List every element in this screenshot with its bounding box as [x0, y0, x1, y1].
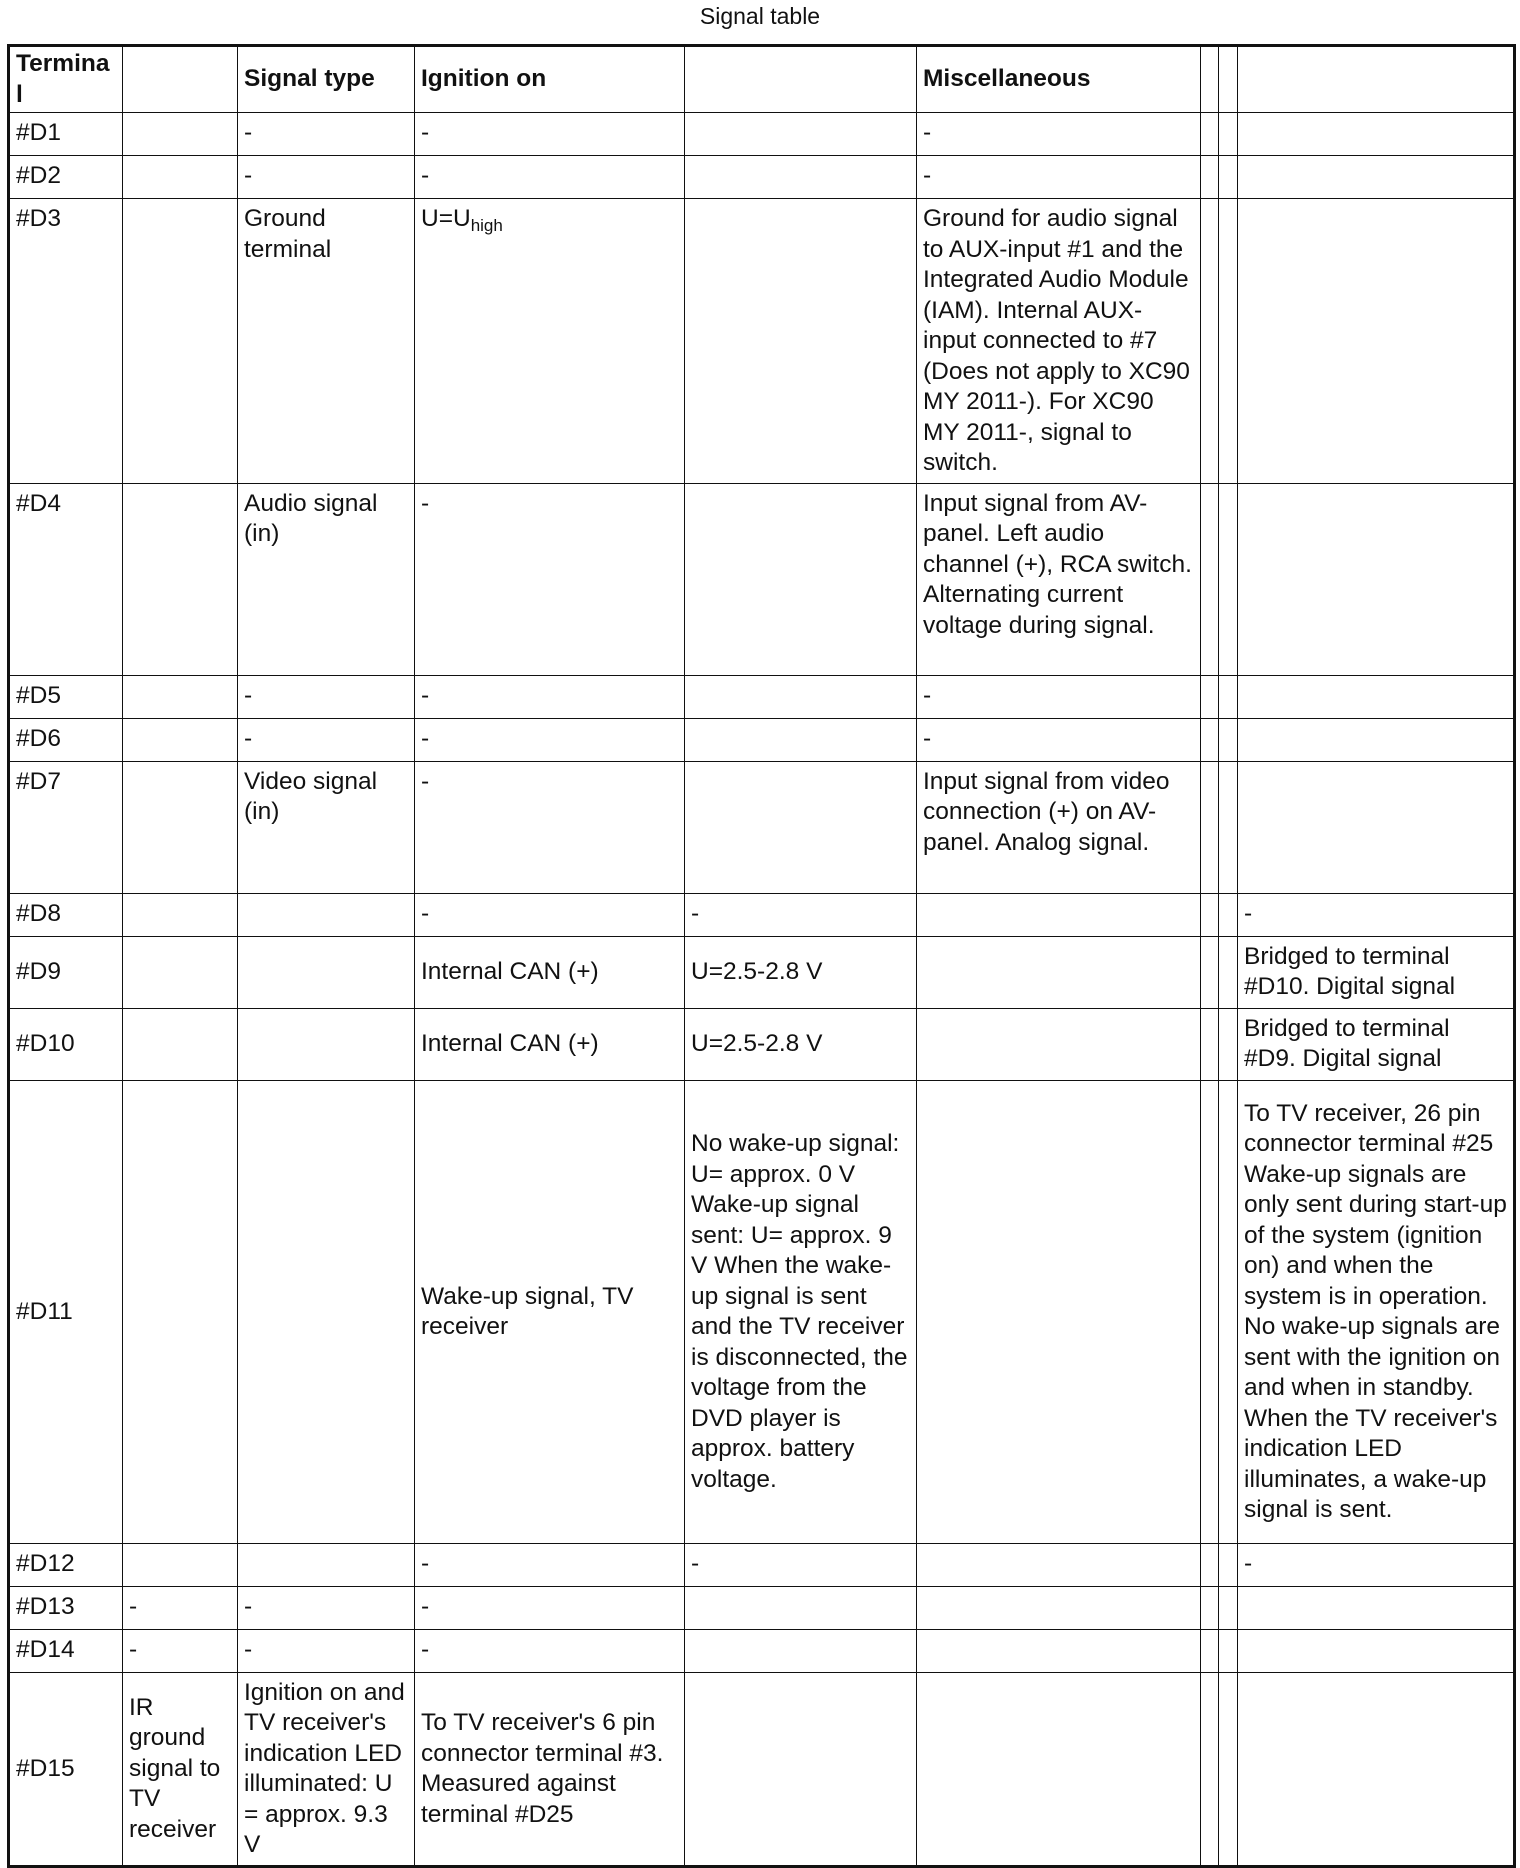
header-miscellaneous: Miscellaneous — [917, 46, 1201, 113]
table-header-row — [9, 46, 1515, 113]
page-title: Signal table — [699, 3, 821, 29]
voltage-subscript: high — [470, 216, 503, 235]
cell-signal-type — [238, 1008, 415, 1080]
cell-ignition-on: - — [415, 483, 685, 675]
cell-ignition-on: To TV receiver's 6 pin connector terminal #3. Measured against terminal #D25 — [415, 1672, 685, 1866]
header-col-8 — [1219, 46, 1238, 113]
cell-terminal: #D11 — [9, 1080, 123, 1543]
cell-col-9: Bridged to terminal #D9. Digital signal — [1238, 1008, 1515, 1080]
cell-signal-type: - — [238, 1586, 415, 1629]
cell-ignition-on: Internal CAN (+) — [415, 936, 685, 1008]
cell-col-7 — [1201, 675, 1219, 718]
cell-miscellaneous — [917, 1672, 1201, 1866]
cell-ignition-on: - — [415, 1543, 685, 1586]
cell-col-8 — [1219, 1080, 1238, 1543]
cell-terminal: #D7 — [9, 761, 123, 893]
cell-signal-type: - — [238, 675, 415, 718]
cell-miscellaneous: - — [917, 156, 1201, 199]
cell-col-2: IR ground signal to TV receiver — [123, 1672, 238, 1866]
cell-col-7 — [1201, 893, 1219, 936]
cell-col-7 — [1201, 1080, 1219, 1543]
cell-terminal: #D8 — [9, 893, 123, 936]
table-row — [9, 1080, 1515, 1543]
cell-signal-type: Video signal (in) — [238, 761, 415, 893]
cell-signal-type — [238, 936, 415, 1008]
cell-col-5 — [685, 761, 917, 893]
cell-miscellaneous — [917, 1008, 1201, 1080]
cell-terminal: #D15 — [9, 1672, 123, 1866]
cell-col-8 — [1219, 1543, 1238, 1586]
cell-ignition-on: Wake-up signal, TV receiver — [415, 1080, 685, 1543]
cell-col-8 — [1219, 936, 1238, 1008]
cell-col-9 — [1238, 1629, 1515, 1672]
cell-col-7 — [1201, 936, 1219, 1008]
cell-col-7 — [1201, 199, 1219, 484]
cell-ignition-on: - — [415, 113, 685, 156]
cell-col-9 — [1238, 675, 1515, 718]
cell-col-2 — [123, 156, 238, 199]
cell-col-7 — [1201, 1543, 1219, 1586]
cell-terminal: #D5 — [9, 675, 123, 718]
cell-col-7 — [1201, 1586, 1219, 1629]
cell-signal-type — [238, 1543, 415, 1586]
cell-terminal: #D4 — [9, 483, 123, 675]
cell-col-5 — [685, 199, 917, 484]
header-signal-type: Signal type — [238, 46, 415, 113]
table-row — [9, 1672, 1515, 1866]
cell-col-8 — [1219, 675, 1238, 718]
header-ignition-on: Ignition on — [415, 46, 685, 113]
cell-miscellaneous — [917, 893, 1201, 936]
cell-col-5: - — [685, 1543, 917, 1586]
cell-signal-type: - — [238, 156, 415, 199]
cell-col-2 — [123, 113, 238, 156]
cell-col-5 — [685, 1672, 917, 1866]
cell-col-2 — [123, 718, 238, 761]
cell-col-7 — [1201, 483, 1219, 675]
header-terminal: Terminal — [9, 46, 123, 113]
cell-ignition-on — [415, 199, 685, 484]
table-row — [9, 1629, 1515, 1672]
cell-col-8 — [1219, 1586, 1238, 1629]
cell-ignition-on: Internal CAN (+) — [415, 1008, 685, 1080]
cell-ignition-on: - — [415, 761, 685, 893]
cell-col-8 — [1219, 718, 1238, 761]
cell-col-7 — [1201, 1672, 1219, 1866]
cell-col-9 — [1238, 156, 1515, 199]
cell-col-2 — [123, 483, 238, 675]
cell-signal-type: - — [238, 113, 415, 156]
cell-col-5 — [685, 113, 917, 156]
table-row — [9, 675, 1515, 718]
signal-table — [7, 44, 1516, 1868]
cell-signal-type: Audio signal (in) — [238, 483, 415, 675]
cell-col-8 — [1219, 156, 1238, 199]
cell-col-5 — [685, 675, 917, 718]
cell-col-2: - — [123, 1586, 238, 1629]
cell-col-2 — [123, 893, 238, 936]
cell-col-7 — [1201, 113, 1219, 156]
cell-col-2 — [123, 199, 238, 484]
cell-col-9 — [1238, 1672, 1515, 1866]
cell-miscellaneous: - — [917, 718, 1201, 761]
cell-col-2 — [123, 1008, 238, 1080]
cell-col-8 — [1219, 199, 1238, 484]
cell-col-2 — [123, 1543, 238, 1586]
cell-miscellaneous: - — [917, 675, 1201, 718]
cell-col-7 — [1201, 718, 1219, 761]
cell-signal-type: Ignition on and TV receiver's indication LED illuminated: U = approx. 9.3 V — [238, 1672, 415, 1866]
cell-col-5: U=2.5-2.8 V — [685, 1008, 917, 1080]
cell-terminal: #D10 — [9, 1008, 123, 1080]
table-row — [9, 761, 1515, 893]
cell-col-9 — [1238, 1586, 1515, 1629]
cell-col-8 — [1219, 761, 1238, 893]
cell-col-7 — [1201, 761, 1219, 893]
cell-ignition-on: - — [415, 718, 685, 761]
table-row — [9, 199, 1515, 484]
cell-col-8 — [1219, 1672, 1238, 1866]
cell-col-9 — [1238, 718, 1515, 761]
table-row — [9, 483, 1515, 675]
cell-miscellaneous — [917, 1543, 1201, 1586]
cell-col-5: U=2.5-2.8 V — [685, 936, 917, 1008]
cell-col-5 — [685, 483, 917, 675]
voltage-symbol: U=U — [421, 205, 471, 232]
table-row — [9, 113, 1515, 156]
cell-col-7 — [1201, 156, 1219, 199]
cell-col-9 — [1238, 761, 1515, 893]
cell-col-8 — [1219, 1008, 1238, 1080]
cell-col-9: - — [1238, 893, 1515, 936]
table-row — [9, 156, 1515, 199]
cell-col-5 — [685, 156, 917, 199]
cell-miscellaneous — [917, 1586, 1201, 1629]
table-row — [9, 718, 1515, 761]
cell-ignition-on: - — [415, 893, 685, 936]
cell-col-8 — [1219, 893, 1238, 936]
cell-col-9 — [1238, 483, 1515, 675]
cell-terminal: #D2 — [9, 156, 123, 199]
header-col-5 — [685, 46, 917, 113]
cell-col-2 — [123, 675, 238, 718]
cell-col-5 — [685, 718, 917, 761]
cell-miscellaneous — [917, 1080, 1201, 1543]
cell-miscellaneous — [917, 936, 1201, 1008]
table-row — [9, 1586, 1515, 1629]
cell-col-5: No wake-up signal: U= approx. 0 V Wake-up signal sent: U= approx. 9 V When the wake-up signal is sent and the TV receiver is disconnected, the voltage from the DVD player is approx. battery voltage. — [685, 1080, 917, 1543]
cell-col-9 — [1238, 199, 1515, 484]
cell-col-8 — [1219, 483, 1238, 675]
cell-col-7 — [1201, 1008, 1219, 1080]
cell-terminal: #D9 — [9, 936, 123, 1008]
cell-signal-type: - — [238, 718, 415, 761]
cell-col-2 — [123, 761, 238, 893]
cell-ignition-on: - — [415, 156, 685, 199]
cell-col-9: - — [1238, 1543, 1515, 1586]
cell-signal-type: Ground terminal — [238, 199, 415, 484]
cell-terminal: #D3 — [9, 199, 123, 484]
cell-miscellaneous: Input signal from AV-panel. Left audio channel (+), RCA switch. Alternating current voltage during signal. — [917, 483, 1201, 675]
cell-col-9: Bridged to terminal #D10. Digital signal — [1238, 936, 1515, 1008]
table-row — [9, 1008, 1515, 1080]
cell-col-8 — [1219, 1629, 1238, 1672]
cell-terminal: #D12 — [9, 1543, 123, 1586]
header-col-9 — [1238, 46, 1515, 113]
cell-col-9: To TV receiver, 26 pin connector terminal #25 Wake-up signals are only sent during start-up of the system (ignition on) and when the system is in operation. No wake-up signals are sent with the ignition on and when in standby. When the TV receiver's indication LED illuminates, a wake-up signal is sent. — [1238, 1080, 1515, 1543]
cell-col-2 — [123, 1080, 238, 1543]
cell-terminal: #D13 — [9, 1586, 123, 1629]
table-row — [9, 1543, 1515, 1586]
cell-signal-type — [238, 1080, 415, 1543]
cell-col-5: - — [685, 893, 917, 936]
cell-signal-type: - — [238, 1629, 415, 1672]
cell-ignition-on: - — [415, 1629, 685, 1672]
cell-col-9 — [1238, 113, 1515, 156]
cell-col-5 — [685, 1586, 917, 1629]
cell-ignition-on: - — [415, 675, 685, 718]
cell-col-2: - — [123, 1629, 238, 1672]
cell-col-2 — [123, 936, 238, 1008]
cell-terminal: #D14 — [9, 1629, 123, 1672]
cell-col-5 — [685, 1629, 917, 1672]
cell-miscellaneous: - — [917, 113, 1201, 156]
cell-terminal: #D6 — [9, 718, 123, 761]
cell-miscellaneous: Ground for audio signal to AUX-input #1 and the Integrated Audio Module (IAM). Internal AUX-input connected to #7 (Does not apply to XC90 MY 2011-). For XC90 MY 2011-, signal to switch. — [917, 199, 1201, 484]
header-col-2 — [123, 46, 238, 113]
cell-signal-type — [238, 893, 415, 936]
cell-terminal: #D1 — [9, 113, 123, 156]
cell-ignition-on: - — [415, 1586, 685, 1629]
cell-col-7 — [1201, 1629, 1219, 1672]
table-row — [9, 936, 1515, 1008]
header-col-7 — [1201, 46, 1219, 113]
cell-miscellaneous — [917, 1629, 1201, 1672]
table-row — [9, 893, 1515, 936]
cell-miscellaneous: Input signal from video connection (+) on AV-panel. Analog signal. — [917, 761, 1201, 893]
cell-col-8 — [1219, 113, 1238, 156]
